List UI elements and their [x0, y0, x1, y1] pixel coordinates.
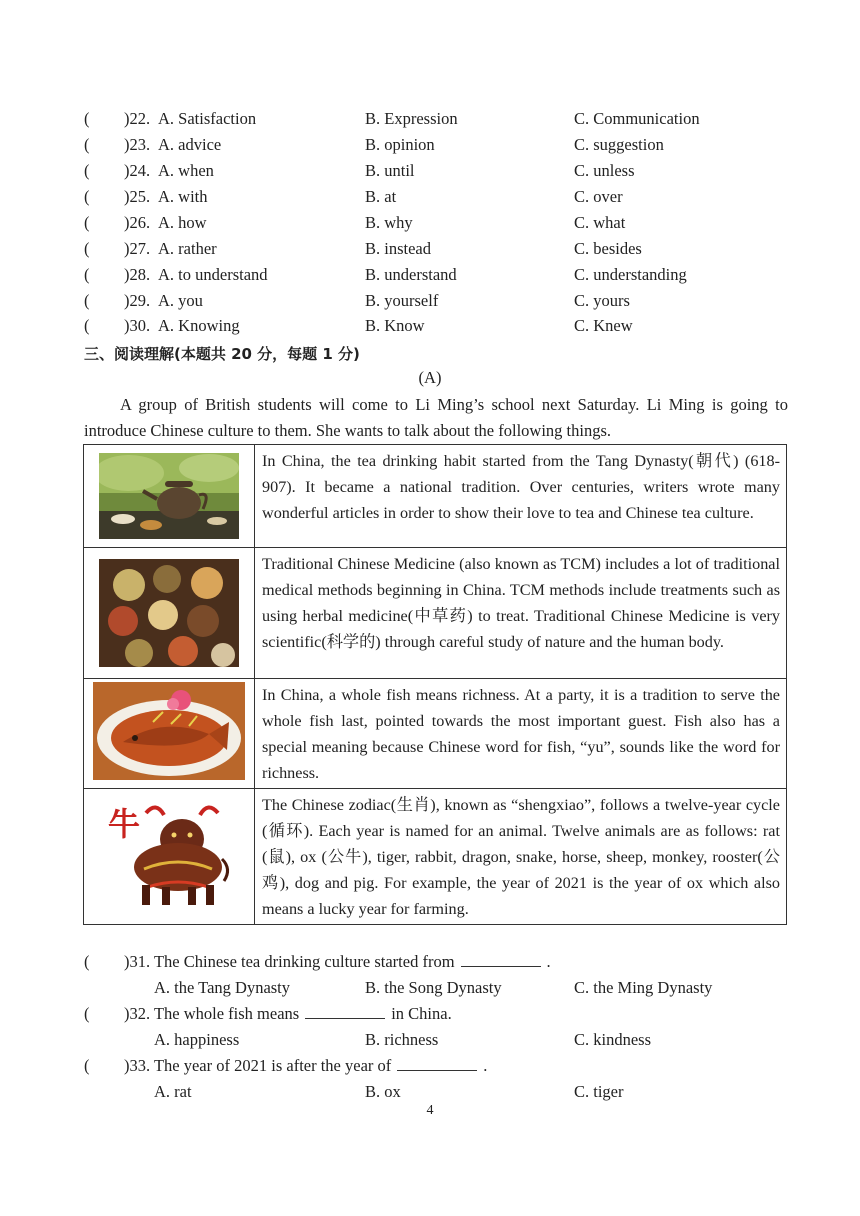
answer-paren: ( [84, 1004, 90, 1023]
option-a: A. you [158, 291, 203, 310]
option-a: A. how [158, 213, 207, 232]
option-a: A. advice [158, 135, 222, 154]
whole-fish-image [93, 682, 245, 780]
option-b: B. until [365, 161, 415, 180]
option-c: C. over [574, 187, 623, 206]
option-b: B. why [365, 213, 413, 232]
option-b: B. ox [365, 1082, 401, 1101]
stem-end: . [546, 952, 551, 971]
option-c: C. besides [574, 239, 642, 258]
question-number: )25. [124, 187, 151, 206]
answer-blank [461, 952, 541, 967]
answer-blank [305, 1004, 385, 1019]
question-number: )22. [124, 109, 151, 128]
option-c: C. tiger [574, 1082, 624, 1101]
option-c: C. yours [574, 291, 630, 310]
answer-paren: ( [84, 213, 90, 232]
option-b: B. Know [365, 316, 425, 335]
question-number: )31. [124, 952, 151, 971]
option-c: C. what [574, 213, 626, 232]
fish-image-cell [84, 679, 255, 789]
option-c: C. Knew [574, 316, 633, 335]
option-a: A. with [158, 187, 208, 206]
question-number: )30. [124, 316, 151, 335]
option-a: A. rat [154, 1082, 192, 1101]
page-number: 4 [426, 1103, 434, 1118]
answer-paren: ( [84, 291, 90, 310]
option-c: C. suggestion [574, 135, 664, 154]
answer-paren: ( [84, 187, 90, 206]
culture-table [83, 444, 787, 925]
option-b: B. understand [365, 265, 457, 284]
tea-set-image [99, 453, 239, 539]
option-b: B. the Song Dynasty [365, 978, 502, 997]
option-c: C. kindness [574, 1030, 652, 1049]
option-c: C. unless [574, 161, 635, 180]
option-b: B. yourself [365, 291, 439, 310]
option-a: A. Knowing [158, 316, 240, 335]
herbal-medicine-image [99, 559, 239, 667]
stem-text: The Chinese tea drinking culture started from [153, 952, 455, 971]
option-a: A. happiness [154, 1030, 240, 1049]
option-b: B. richness [365, 1030, 439, 1049]
option-b: B. instead [365, 239, 431, 258]
ox-zodiac-image [104, 799, 234, 909]
option-c: C. Communication [574, 109, 700, 128]
question-number: )32. [124, 1004, 151, 1023]
option-a: A. the Tang Dynasty [154, 978, 291, 997]
medicine-image-cell [84, 548, 255, 679]
answer-paren: ( [84, 109, 90, 128]
answer-paren: ( [84, 1056, 90, 1075]
section-title: 三、阅读理解(本题共 20 分，每题 1 分) [84, 345, 360, 363]
ox-character: 牛 [108, 805, 141, 843]
table-row-zodiac [84, 789, 787, 925]
question-stem [124, 1054, 487, 1078]
question-stem [124, 1002, 452, 1026]
tea-image-cell [84, 445, 255, 548]
stem-end: . [483, 1056, 488, 1075]
option-b: B. at [365, 187, 397, 206]
question-number: )26. [124, 213, 151, 232]
stem-text: The year of 2021 is after the year of [153, 1056, 392, 1075]
zodiac-image-cell [84, 789, 255, 925]
table-row-medicine [84, 548, 787, 679]
question-number: )33. [124, 1056, 151, 1075]
option-a: A. when [158, 161, 214, 180]
option-b: B. Expression [365, 109, 458, 128]
answer-blank [397, 1056, 477, 1071]
question-number: )24. [124, 161, 151, 180]
answer-paren: ( [84, 265, 90, 284]
answer-paren: ( [84, 239, 90, 258]
passage-label: (A) [418, 368, 442, 387]
question-stem [124, 950, 551, 974]
fish-description: In China, a whole fish means richness. At a party, it is a tradition to serve the whole fish last, pointed towards the most important guest. Fish also has a special meaning because Chinese word for fish, “yu”, sounds like the word for richness. [255, 679, 787, 789]
answer-paren: ( [84, 135, 90, 154]
passage-intro: A group of British students will come to Li Ming’s school next Saturday. Li Ming is going to introduce Chinese culture to them. She wants to talk about the following things. [84, 395, 788, 440]
zodiac-description: The Chinese zodiac(生肖), known as “shengxiao”, follows a twelve-year cycle (循环). Each year is named for an animal. Twelve animals are as follows: rat (鼠), ox (公牛), tiger, rabbit, dragon, snake, horse, sheep, monkey, rooster(公鸡), dog and pig. For example, the year of 2021 is the year of ox which also means a lucky year for farming. [255, 789, 787, 925]
table-row-tea [84, 445, 787, 548]
option-a: A. rather [158, 239, 217, 258]
answer-paren: ( [84, 952, 90, 971]
stem-text: The whole fish means [153, 1004, 300, 1023]
table-row-fish [84, 679, 787, 789]
answer-paren: ( [84, 161, 90, 180]
option-b: B. opinion [365, 135, 435, 154]
question-number: )29. [124, 291, 151, 310]
option-a: A. to understand [158, 265, 268, 284]
option-c: C. understanding [574, 265, 687, 284]
question-number: )23. [124, 135, 151, 154]
medicine-description: Traditional Chinese Medicine (also known as TCM) includes a lot of traditional medical methods beginning in China. TCM methods include treatments such as using herbal medicine(中草药) to treat. Traditional Chinese Medicine is very scientific(科学的) through careful study of nature and the human body. [255, 548, 787, 679]
question-number: )28. [124, 265, 151, 284]
question-number: )27. [124, 239, 151, 258]
answer-paren: ( [84, 316, 90, 335]
option-c: C. the Ming Dynasty [574, 978, 713, 997]
stem-end: in China. [391, 1004, 452, 1023]
option-a: A. Satisfaction [158, 109, 257, 128]
tea-description: In China, the tea drinking habit started from the Tang Dynasty(朝代) (618-907). It became a national tradition. Over centuries, writers wrote many wonderful articles in order to show their love to tea and Chinese tea culture. [255, 445, 787, 548]
